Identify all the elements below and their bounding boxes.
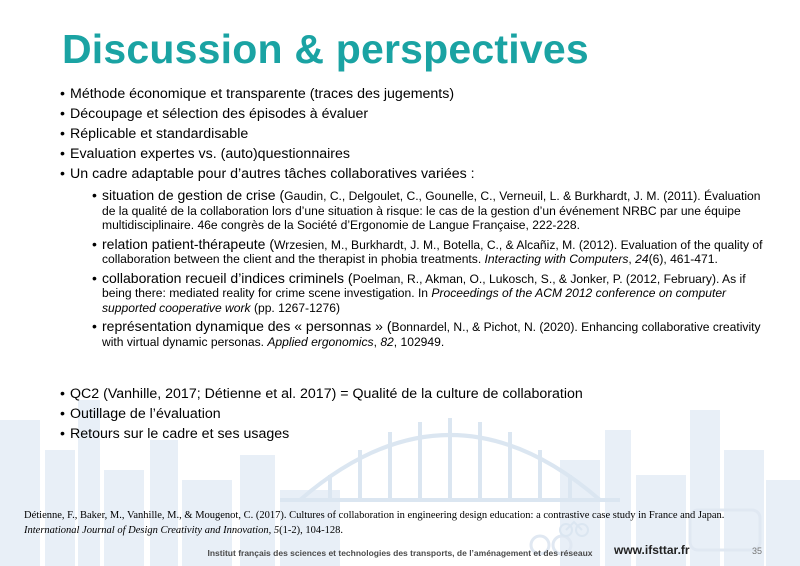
bullet-text: Un cadre adaptable pour d’autres tâches collaboratives variées :	[70, 166, 475, 182]
sub-bullet-lead: collaboration recueil d’indices criminels (	[102, 269, 353, 286]
bullet-item	[60, 144, 770, 164]
sub-bullet-marker: •	[92, 235, 97, 252]
bullet-marker: •	[60, 106, 65, 122]
institution-footer: Institut français des sciences et technologies des transports, de l’aménagement et des réseaux	[207, 548, 593, 558]
sub-bullet-list	[92, 188, 770, 349]
sub-bullet-item	[92, 271, 770, 316]
reference-journal: Applied ergonomics	[267, 334, 374, 349]
sub-bullet-lead: relation patient-thérapeute (	[102, 235, 274, 252]
bullet-item	[60, 424, 770, 444]
reference-sep: ,	[373, 334, 381, 349]
reference-journal: Proceedings of the ACM 2012 conference on computer supported cooperative work	[102, 286, 727, 315]
reference-sep: ,	[628, 252, 636, 266]
slide-content	[60, 84, 770, 444]
reference-volume: 82	[380, 334, 394, 349]
bullet-item	[60, 124, 770, 144]
sub-bullet-text	[102, 319, 770, 349]
bullet-text: Réplicable et standardisable	[70, 126, 249, 142]
bullet-text: Outillage de l’évaluation	[70, 406, 221, 422]
bullet-item	[60, 104, 770, 124]
footnote-reference	[24, 509, 774, 538]
sub-bullet-text	[102, 237, 770, 267]
footnote-text: Détienne, F., Baker, M., Vanhille, M., & Mougenot, C. (2017). Cultures of collaboration in engineering design education: a contrastive case study in France and Japan.	[24, 510, 725, 521]
bullet-item	[60, 404, 770, 424]
bullet-item	[60, 384, 770, 404]
footnote-journal: International Journal of Design Creativity and Innovation, 5	[24, 524, 280, 536]
sub-bullet-text	[102, 271, 770, 316]
reference-text: Gaudin, C., Delgoulet, C., Gounelle, C., Verneuil, L. & Burkhardt, J. M. (2011). Évaluation de la qualité de la collaboration lors d’une situation à risque: le cas de la gestion d’un événement NRBC par une équipe multidisciplinaire. 46e congrès de la Société d’Ergonomie de Langue Française, 222-228.	[102, 189, 761, 232]
sub-bullet-lead: représentation dynamique des « personnas » (	[102, 318, 392, 334]
reference-text: Poelman, R., Akman, O., Lukosch, S., & Jonker, P. (2012, February). As if being there: mediated reality for crime scene investigation. In	[102, 271, 746, 300]
bullet-marker: •	[60, 126, 65, 142]
slide-title: Discussion & perspectives	[62, 26, 589, 72]
reference-text: Wrzesien, M., Burkhardt, J. M., Botella, C., & Alcañiz, M. (2012). Evaluation of the quality of collaboration between the client and the therapist in phobia treatments.	[102, 237, 763, 266]
bullet-text: Retours sur le cadre et ses usages	[70, 426, 290, 442]
bullet-marker: •	[60, 406, 65, 422]
sub-bullet-marker: •	[92, 318, 97, 334]
bullet-text: Méthode économique et transparente (traces des jugements)	[70, 86, 455, 102]
sub-bullet-text	[102, 188, 770, 233]
reference-pages: (6), 461-471.	[648, 252, 718, 266]
reference-pages: (pp. 1267-1276)	[250, 300, 340, 315]
bullet-text: QC2 (Vanhille, 2017; Détienne et al. 2017) = Qualité de la culture de collaboration	[70, 386, 583, 402]
bullet-item	[60, 84, 770, 104]
website-link[interactable]: www.ifsttar.fr	[614, 543, 690, 557]
reference-text: Bonnardel, N., & Pichot, N. (2020). Enhancing collaborative creativity with virtual dynamic personas.	[102, 320, 761, 349]
bullet-marker: •	[60, 86, 65, 102]
bullet-item	[60, 164, 770, 184]
reference-pages: , 102949.	[393, 334, 445, 349]
bullet-marker: •	[60, 146, 65, 162]
sub-bullet-item	[92, 319, 770, 349]
spacer	[60, 353, 770, 384]
bullet-marker: •	[60, 166, 65, 182]
sub-bullet-marker: •	[92, 187, 97, 203]
reference-volume: 24	[635, 252, 649, 266]
bullet-marker: •	[60, 386, 65, 402]
bullet-text: Découpage et sélection des épisodes à évaluer	[70, 106, 369, 122]
reference-journal: Interacting with Computers	[484, 252, 629, 266]
sub-bullet-item	[92, 188, 770, 233]
sub-bullet-marker: •	[92, 269, 97, 286]
sub-bullet-lead: situation de gestion de crise (	[102, 187, 285, 203]
sub-bullet-item	[92, 237, 770, 267]
page-number: 35	[752, 546, 763, 556]
bullet-marker: •	[60, 426, 65, 442]
footnote-pages: (1-2), 104-128.	[279, 524, 343, 536]
bullet-text: Evaluation expertes vs. (auto)questionnaires	[70, 146, 350, 162]
